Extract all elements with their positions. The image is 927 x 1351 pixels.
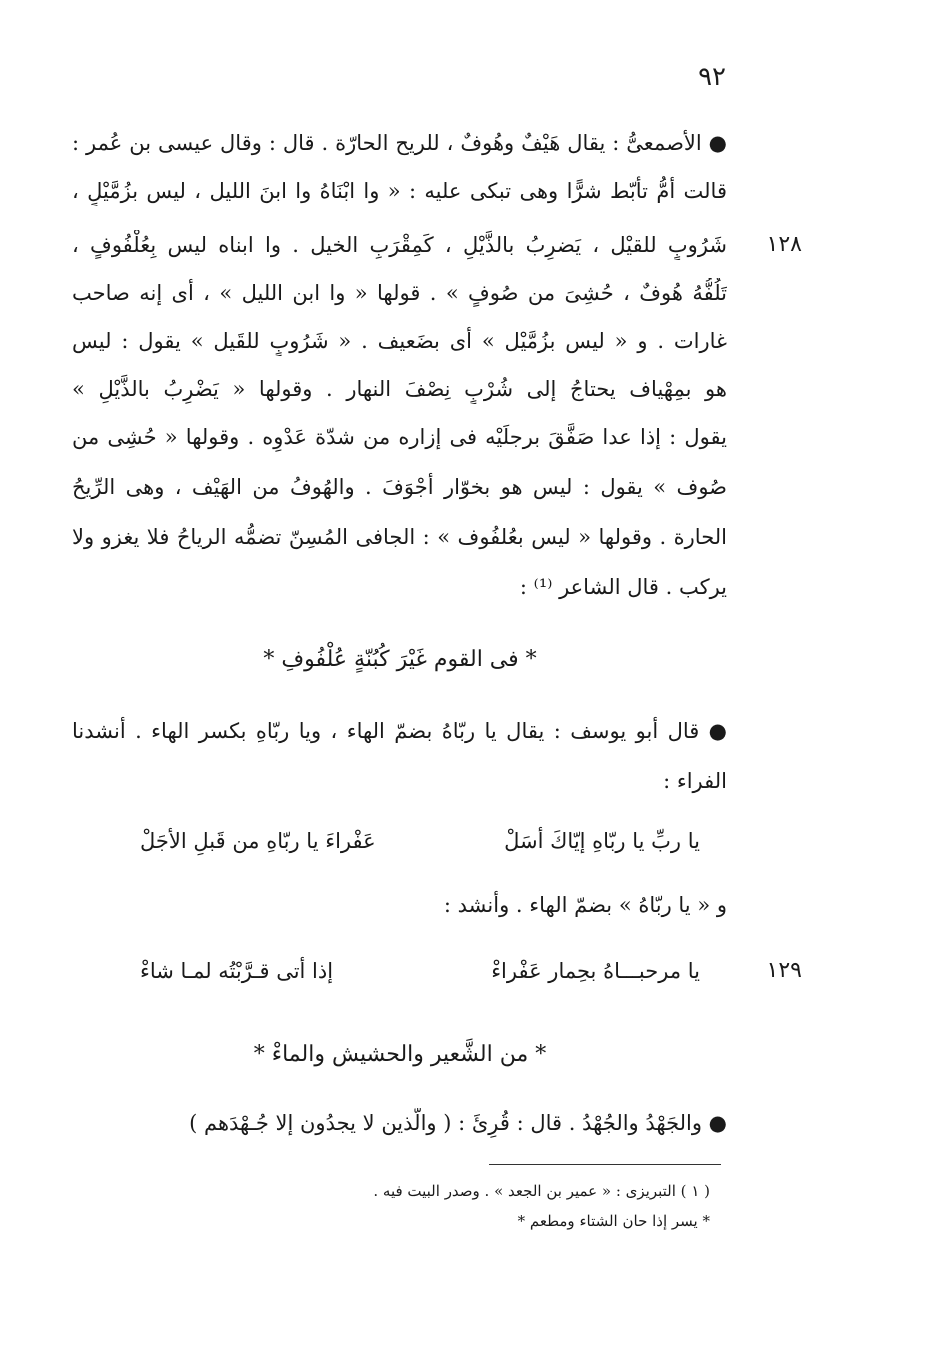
text-line: ● قال أبو يوسف : يقال يا ربّاهُ بضمّ الهاء ، ويا ربّاهِ بكسر الهاء . أنشدنا [72, 719, 727, 743]
margin-number: ١٢٨ [766, 232, 802, 257]
verse-couplet [140, 956, 700, 986]
text-line: غارات . و « ليس بزُمَّيْل » أى بضَعيف . « شَرُوبٍ للقَيل » يقول : ليس [72, 329, 727, 353]
text-line: الفراء : [663, 769, 727, 793]
margin-number: ١٢٩ [766, 958, 802, 983]
verse-line: * من الشَّعير والحشيش والماءْ * [253, 1042, 547, 1067]
verse-second-hemistich: عَفْراءَ يا ربّاهِ من قَبلِ الأجَلْ [140, 829, 376, 853]
verse-line: * فى القوم غَيْرَ كُبُنّةٍ عُلْفُوفِ * [263, 647, 537, 672]
text-line: الحارة . وقولها « ليس بعُلفُوف » : الجافى المُسِنّ تضمُّه الرياحُ فلا يغزو ولا [72, 525, 727, 549]
verse-second-hemistich: إذا أتى قـرَّبْتُه لمـا شاءْ [140, 959, 334, 983]
text-line: يقول : إذا عدا صَفَّقَ برجلَيْه فى إزاره من شدّة عَدْوِه . وقولها « حُشِى من [72, 425, 727, 449]
verse-first-hemistich: يا ربِّ يا ربّاهِ إيّاكَ أسَلْ [504, 829, 700, 853]
text-line: ● الأصمعىُّ : يقال هَيْفٌ وهُوفٌ ، للريح الحارّة . قال : وقال عيسى بن عُمر : [72, 131, 727, 155]
text-line: هو بمِهْياف يحتاجُ إلى شُرْبٍ نِصْفَ النهار . وقولها « يَضْرِبُ بالذَّيْلِ » [72, 377, 727, 401]
text-line: شَرُوبٍ للقيْل ، يَضرِبُ بالذَّيْلِ ، كَمِقْرَبِ الخيل . وا ابناه ليس بِعُلْفُوفٍ ، [72, 233, 727, 257]
text-line: قالت أمُّ تأبّط شرًّا وهى تبكى عليه : « وا ابْنَاهُ وا ابنَ الليل ، ليس بزُمَّيْلٍ ، [72, 179, 727, 203]
page-number: ٩٢ [698, 62, 726, 92]
footnote-divider [489, 1164, 721, 1165]
text-line: صُوف » يقول : ليس هو بخوّار أجْوَفَ . والهُوفُ من الهَيْف ، وهى الرِّيحُ [72, 475, 727, 499]
text-line: يركب . قال الشاعر ⁽¹⁾ : [519, 575, 727, 599]
text-line: ● والجَهْدُ والجُهْدُ . قال : قُرِئَ : ( والّذين لا يجدُون إلا جُـهْدَهم ) [189, 1111, 727, 1135]
verse-first-hemistich: يا مرحبـــاهُ بحِمار عَفْراءْ [491, 959, 700, 983]
footnote: ( ١ ) التبريزى : « عمير بن الجعد » . وصدر البيت فيه . [373, 1182, 710, 1200]
verse-couplet [140, 826, 700, 856]
footnote: * يسر إذا حان الشتاء ومطعم * [517, 1212, 710, 1230]
text-line: تَلُفُّهُ هُوفٌ ، حُشِىَ من صُوفٍ » . قولها « وا ابن الليل » ، أى إنه صاحب [72, 281, 727, 305]
text-line: و « يا ربّاهُ » بضمّ الهاء . وأنشد : [443, 893, 727, 917]
